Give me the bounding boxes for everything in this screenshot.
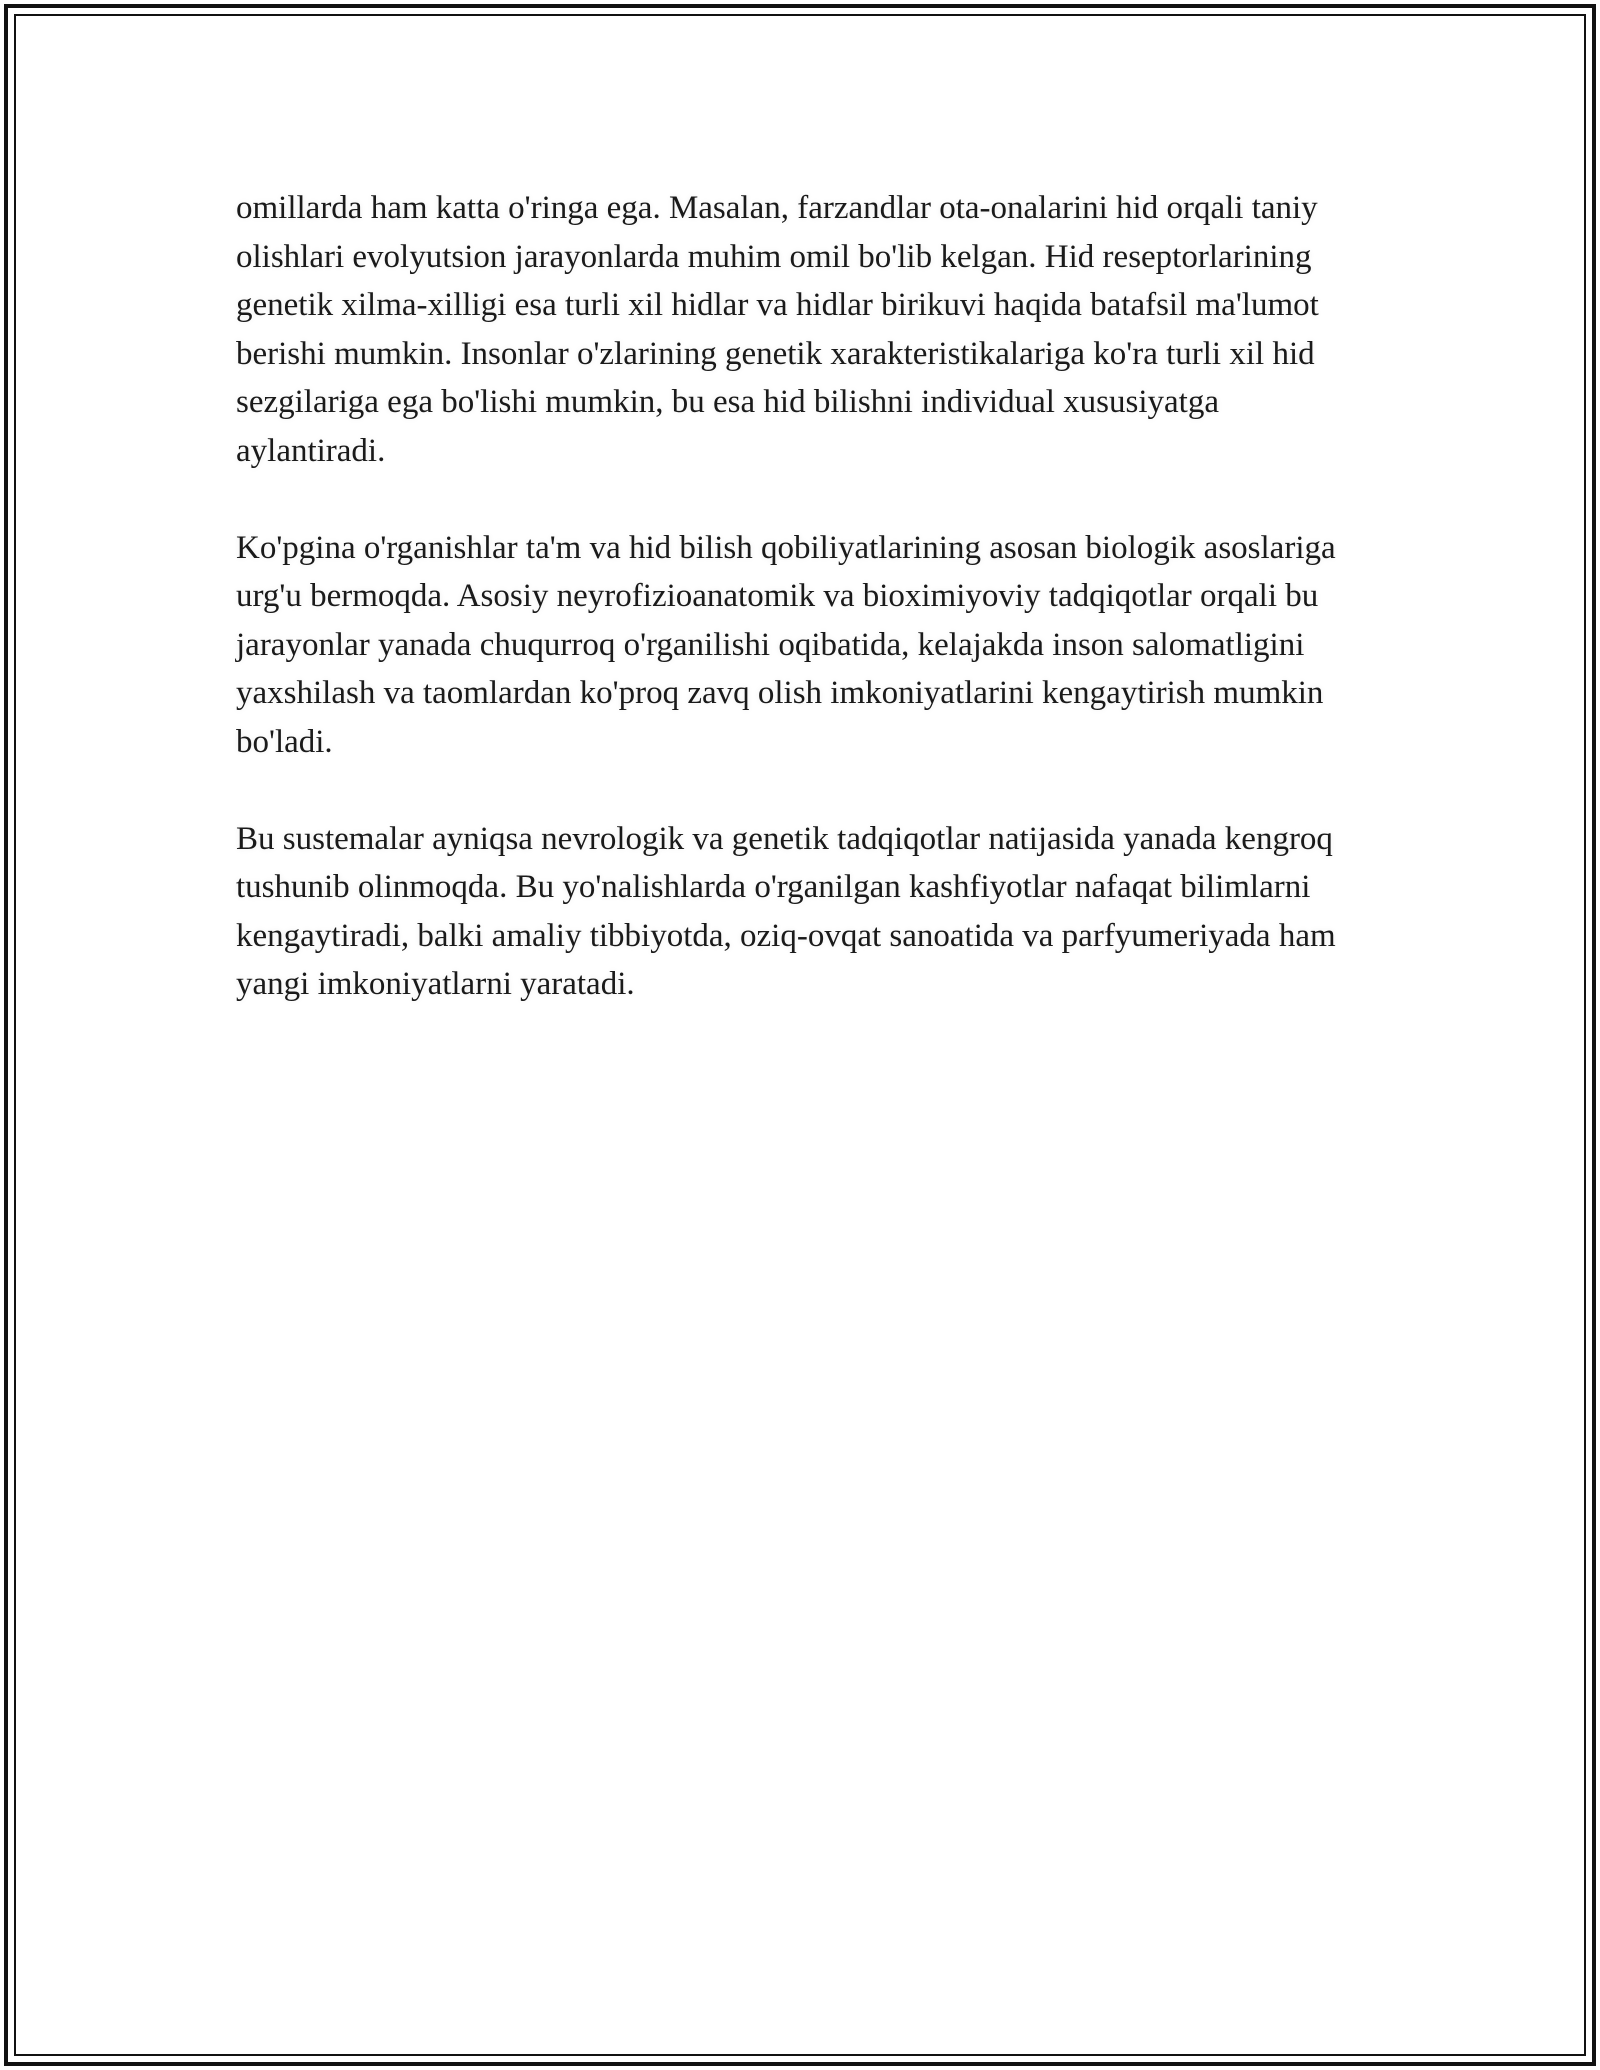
document-body	[236, 184, 1376, 1009]
paragraph-1: omillarda ham katta o'ringa ega. Masalan, farzandlar ota-onalarini hid orqali taniy olishlari evolyutsion jarayonlarda muhim omil bo'lib kelgan. Hid reseptorlarining genetik xilma-xilligi esa turli xil hidlar va hidlar birikuvi haqida batafsil ma'lumot berishi mumkin. Insonlar o'zlarining genetik xarakteristikalariga ko'ra turli xil hid sezgilariga ega bo'lishi mumkin, bu esa hid bilishni individual xususiyatga aylantiradi.	[236, 190, 1319, 469]
paragraph-2: Ko'pgina o'rganishlar ta'm va hid bilish qobiliyatlarining asosan biologik asoslariga urg'u bermoqda. Asosiy neyrofizioanatomik va bioximiyoviy tadqiqotlar orqali bu jarayonlar yanada chuqurroq o'rganilishi oqibatida, kelajakda inson salomatligini yaxshilash va taomlardan ko'proq zavq olish imkoniyatlarini kengaytirish mumkin bo'ladi.	[236, 529, 1336, 760]
paragraph-3: Bu sustemalar ayniqsa nevrologik va genetik tadqiqotlar natijasida yanada kengroq tushunib olinmoqda. Bu yo'nalishlarda o'rganilgan kashfiyotlar nafaqat bilimlarni kengaytiradi, balki amaliy tibbiyotda, oziq-ovqat sanoatida va parfyumeriyada ham yangi imkoniyatlarni yaratadi.	[236, 820, 1336, 1002]
